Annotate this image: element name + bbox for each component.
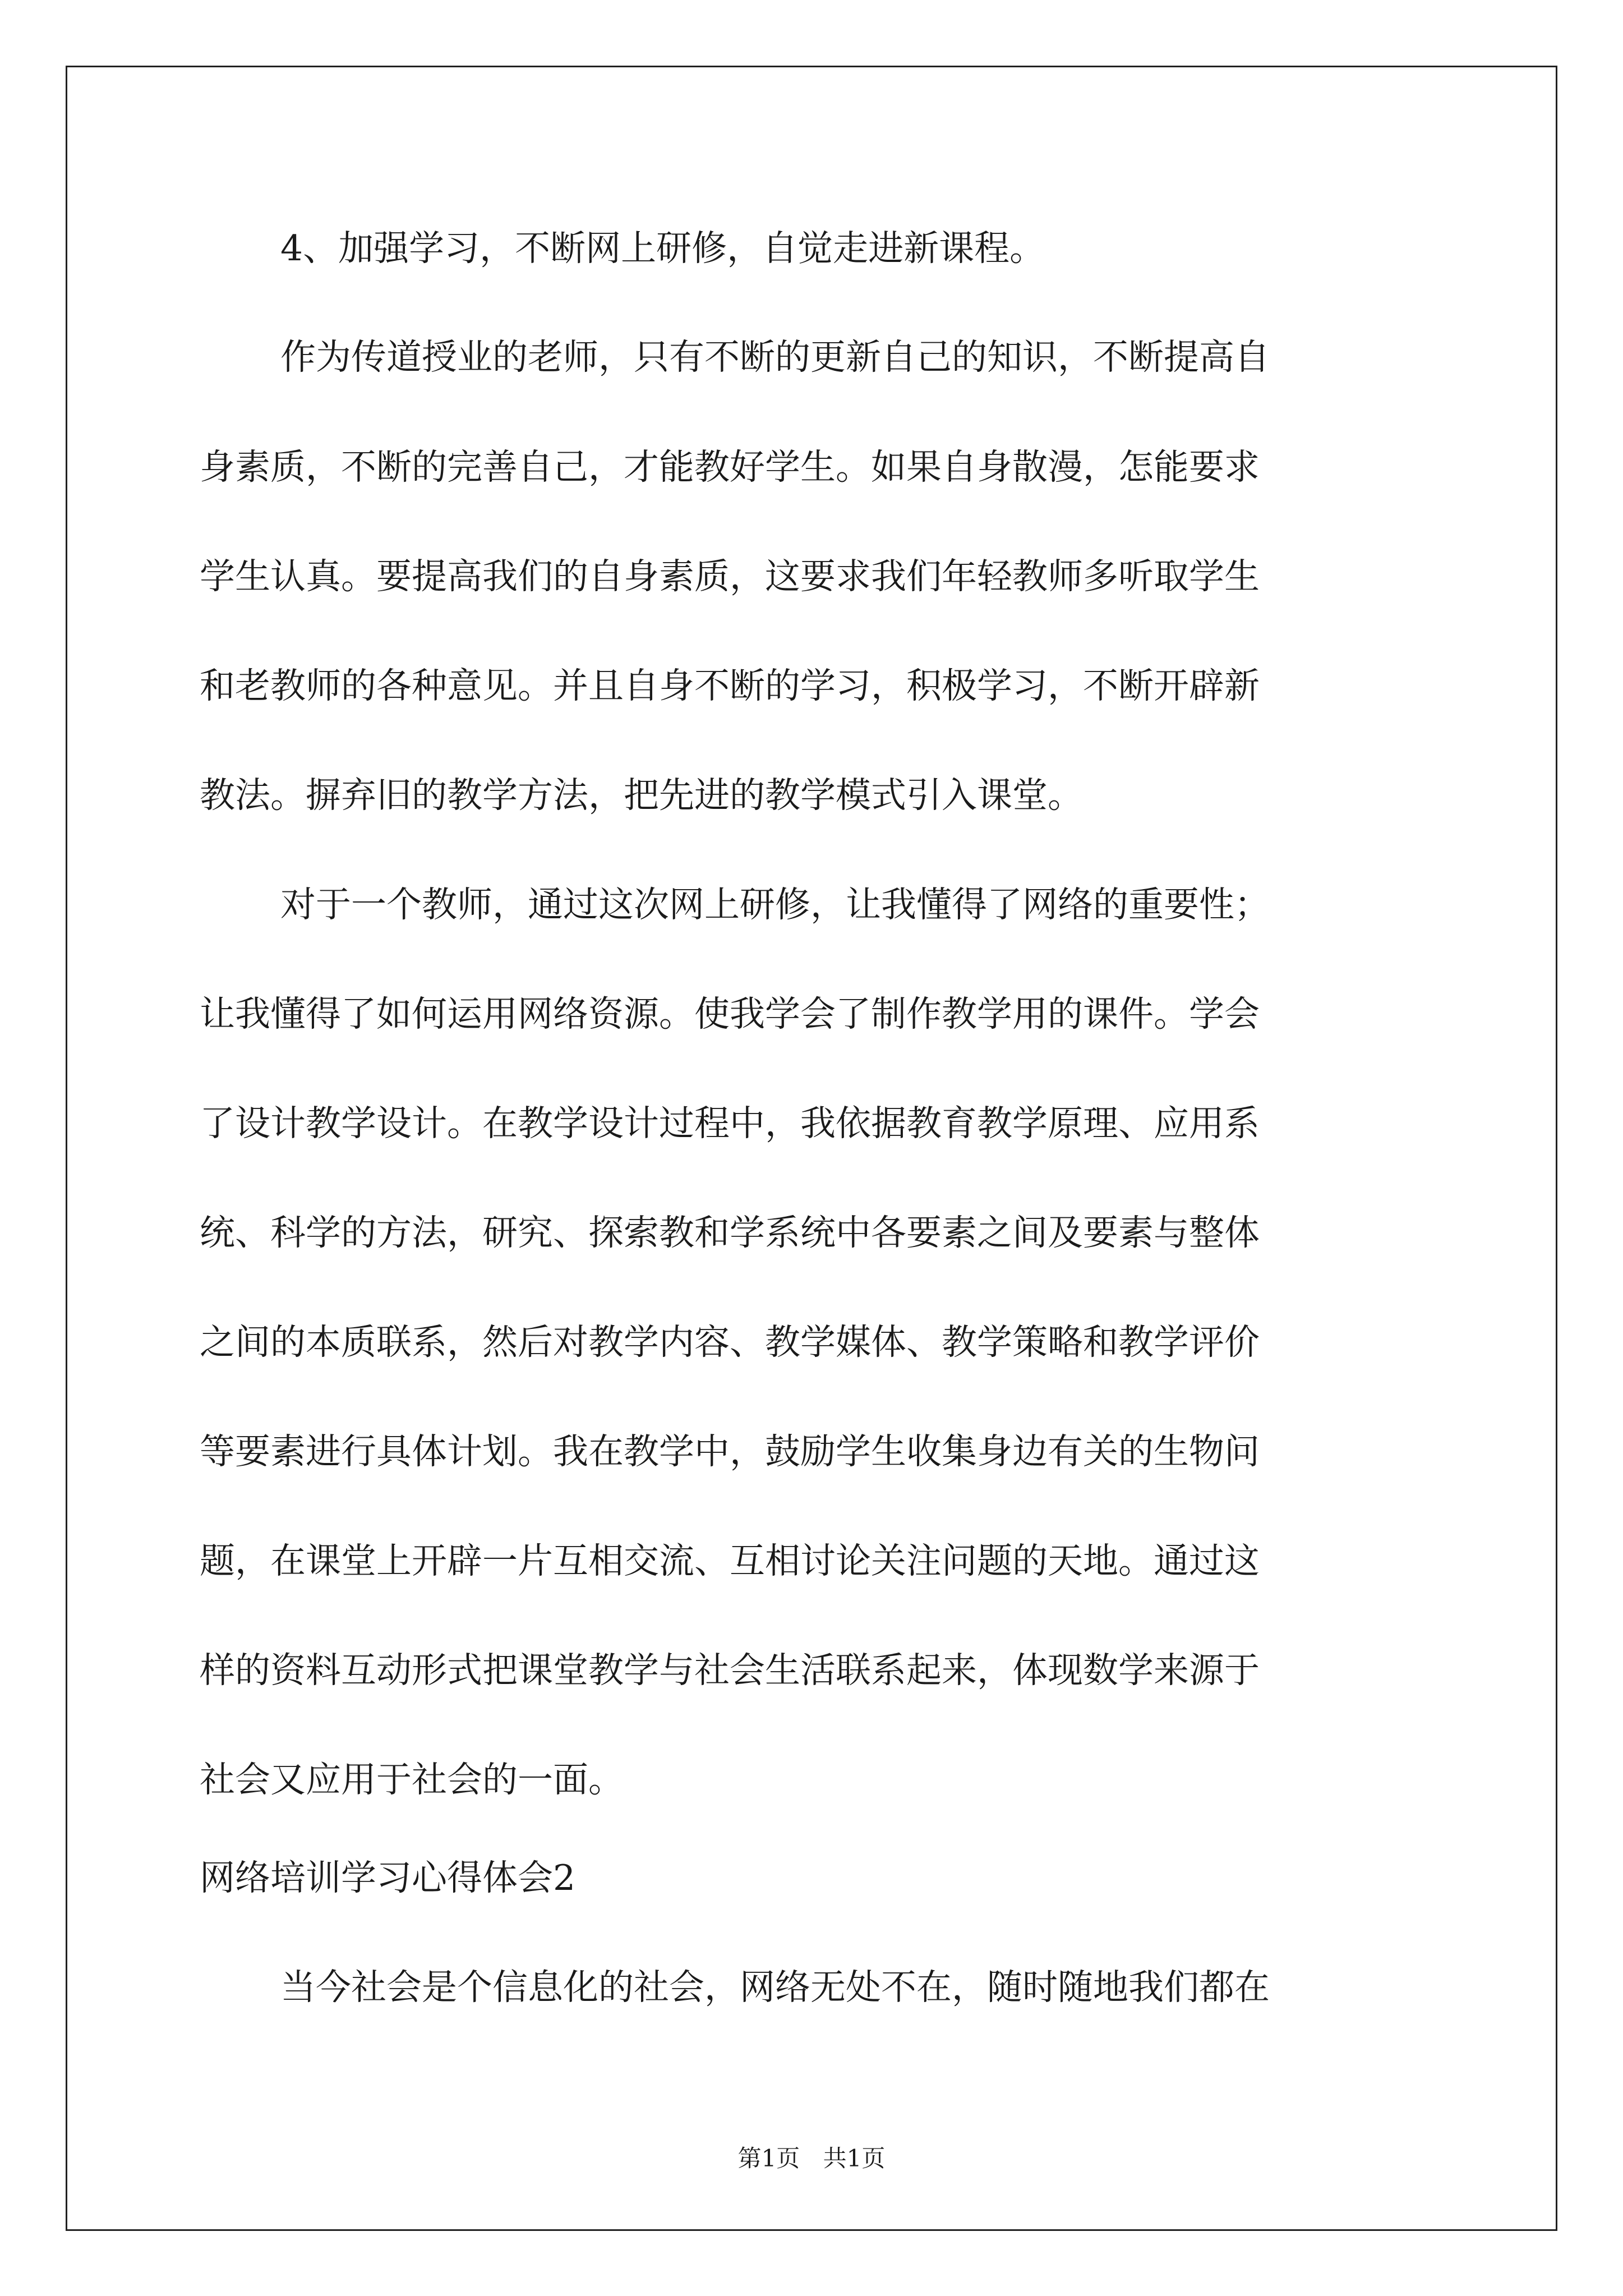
paragraph-line: 对于一个教师，通过这次网上研修，让我懂得了网络的重要性；: [280, 884, 1270, 925]
page-footer: [0, 2142, 1623, 2175]
paragraph-line: 等要素进行具体计划。我在教学中，鼓励学生收集身边有关的生物问: [200, 1431, 1260, 1472]
section-heading: 网络培训学习心得体会2: [200, 1857, 576, 1898]
paragraph-line: 题，在课堂上开辟一片互相交流、互相讨论关注问题的天地。通过这: [200, 1540, 1260, 1581]
paragraph-line: 之间的本质联系，然后对教学内容、教学媒体、教学策略和教学评价: [200, 1322, 1260, 1363]
page-total: 共1页: [823, 2145, 886, 2172]
paragraph-line: 教法。摒弃旧的教学方法，把先进的教学模式引入课堂。: [200, 775, 1083, 816]
paragraph-line: 统、科学的方法，研究、探索教和学系统中各要素之间及要素与整体: [200, 1212, 1260, 1253]
paragraph-line: 4、加强学习，不断网上研修，自觉走进新课程。: [280, 228, 1045, 269]
paragraph-line: 学生认真。要提高我们的自身素质，这要求我们年轻教师多听取学生: [200, 556, 1260, 597]
paragraph-line: 和老教师的各种意见。并且自身不断的学习，积极学习，不断开辟新: [200, 665, 1260, 706]
paragraph-line: 身素质，不断的完善自己，才能教好学生。如果自身散漫，怎能要求: [200, 447, 1260, 487]
paragraph-line: 作为传道授业的老师，只有不断的更新自己的知识，不断提高自: [280, 337, 1270, 378]
paragraph-line: 当今社会是个信息化的社会，网络无处不在，随时随地我们都在: [280, 1967, 1270, 2008]
paragraph-line: 社会又应用于社会的一面。: [200, 1759, 624, 1800]
paragraph-line: 样的资料互动形式把课堂教学与社会生活联系起来，体现数学来源于: [200, 1650, 1260, 1691]
paragraph-line: 了设计教学设计。在教学设计过程中，我依据教育教学原理、应用系: [200, 1103, 1260, 1144]
paragraph-line: 让我懂得了如何运用网络资源。使我学会了制作教学用的课件。学会: [200, 993, 1260, 1034]
page-number: 第1页: [737, 2145, 800, 2172]
